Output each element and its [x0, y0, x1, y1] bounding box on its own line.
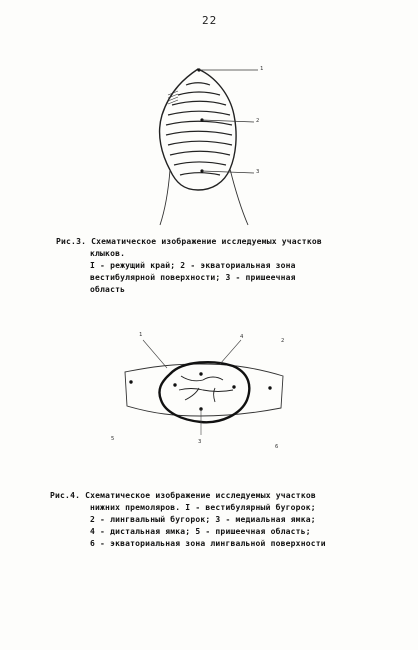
- callout-4: 4: [240, 334, 244, 340]
- caption-line: 4 - дистальная ямка; 5 - пришеечная область;: [90, 527, 311, 536]
- figure-4-caption: [50, 490, 326, 550]
- callout-1: 1: [139, 332, 143, 338]
- callout-2: 2: [281, 338, 285, 344]
- callout-1: 1: [260, 66, 264, 72]
- caption-line: клыков.: [90, 249, 126, 258]
- caption-line: Рис.4. Схематическое изображение исследуемых участков: [50, 491, 316, 500]
- page-number: 22: [202, 14, 218, 27]
- caption-line: I - режущий край; 2 - экваториальная зона: [90, 261, 296, 270]
- figure-3-caption: [56, 236, 322, 296]
- caption-line: Рис.3. Схематическое изображение исследуемых участков: [56, 237, 322, 246]
- caption-line: область: [90, 285, 126, 294]
- caption-line: нижних премоляров. I - вестибулярный бугорок;: [90, 503, 316, 512]
- caption-line: 2 - лингвальный бугорок; 3 - медиальная ямка;: [90, 515, 316, 524]
- figure-4-premolar-diagram: [95, 330, 310, 460]
- figure-3-canine-diagram: [150, 55, 280, 230]
- callout-2: 2: [256, 118, 260, 124]
- caption-line: вестибулярной поверхности; 3 - пришеечная: [90, 273, 296, 282]
- caption-line: 6 - экваториальная зона лингвальной поверхности: [90, 539, 326, 548]
- callout-3: 3: [198, 439, 202, 445]
- callout-6: 6: [275, 444, 279, 450]
- callout-3: 3: [256, 169, 260, 175]
- callout-5: 5: [111, 436, 115, 442]
